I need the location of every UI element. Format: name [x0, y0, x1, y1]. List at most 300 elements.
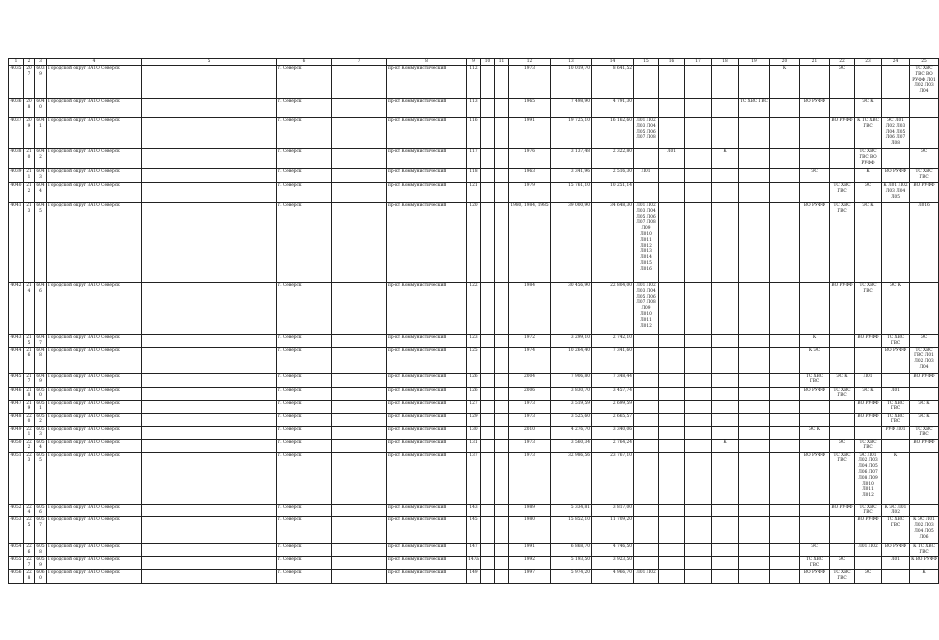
cell-col-4: Городской округ ЗАТО Северск: [47, 426, 142, 439]
cell-col-21: [800, 283, 830, 335]
cell-col-11: [495, 413, 509, 426]
cell-col-25: ТС ХВС ГВС: [910, 426, 939, 439]
cell-col-9: 129: [467, 413, 481, 426]
cell-col-25: К ВО РУФФ: [910, 557, 939, 570]
cell-col-23: ВО РУФФ: [855, 413, 882, 426]
cell-col-10: [481, 373, 495, 387]
cell-col-16: [659, 557, 685, 570]
cell-col-10: [481, 387, 495, 400]
cell-col-1: 4040: [9, 183, 24, 203]
cell-col-18: [712, 517, 739, 544]
cell-col-10: [481, 439, 495, 452]
cell-col-10: [481, 335, 495, 348]
cell-col-12: 1997: [509, 570, 551, 584]
cell-col-23: ЭС К: [855, 203, 882, 283]
cell-col-17: [685, 149, 712, 169]
cell-col-16: Л01: [659, 149, 685, 169]
cell-col-17: [685, 504, 712, 517]
cell-col-15: Л01 Л02: [634, 570, 659, 584]
cell-col-7: [332, 517, 387, 544]
cell-col-12: 1984: [509, 283, 551, 335]
cell-col-6: г. Северск: [277, 169, 332, 183]
table-row: [9, 504, 939, 517]
cell-col-23: Л01 Л02: [855, 544, 882, 557]
cell-col-21: ВО РУФФ: [800, 99, 830, 118]
cell-col-10: [481, 203, 495, 283]
cell-col-11: [495, 517, 509, 544]
cell-col-1: 4046: [9, 387, 24, 400]
cell-col-25: [910, 283, 939, 335]
cell-col-13: 15 761,10: [551, 183, 592, 203]
cell-col-1: 4052: [9, 504, 24, 517]
cell-col-5: [142, 335, 277, 348]
cell-col-18: [712, 400, 739, 413]
cell-col-6: г. Северск: [277, 387, 332, 400]
cell-col-20: [770, 570, 800, 584]
cell-col-24: РУФ Л01: [882, 426, 910, 439]
cell-col-2: 215: [24, 335, 35, 348]
cell-col-15: [634, 335, 659, 348]
cell-col-11: [495, 118, 509, 149]
cell-col-4: Городской округ ЗАТО Северск: [47, 557, 142, 570]
cell-col-21: [800, 413, 830, 426]
cell-col-12: 1979: [509, 183, 551, 203]
header-cell-7: 7: [332, 59, 387, 66]
cell-col-8: пр-кт Коммунистический: [387, 283, 467, 335]
cell-col-7: [332, 169, 387, 183]
cell-col-15: [634, 439, 659, 452]
cell-col-17: [685, 387, 712, 400]
cell-col-22: ТС ХВС ГВС: [830, 452, 855, 504]
cell-col-22: ВО РУФФ: [830, 504, 855, 517]
cell-col-2: 212: [24, 183, 35, 203]
cell-col-3: 6053: [36, 426, 45, 438]
cell-col-23: ЭС Л01 Л02 Л03 Л04 Л05 Л06 Л07 Л08 Л09 Л010 Л011 Л012: [855, 452, 882, 504]
cell-col-19: [739, 544, 770, 557]
cell-col-11: [495, 504, 509, 517]
cell-col-4: Городской округ ЗАТО Северск: [47, 439, 142, 452]
cell-col-15: [634, 517, 659, 544]
cell-col-3: 6054: [36, 439, 45, 451]
table-row: [9, 99, 939, 118]
cell-col-3: 6049: [35, 373, 47, 387]
cell-col-24: К: [882, 452, 910, 504]
table-row: [9, 169, 939, 183]
header-cell-2: 2: [24, 59, 35, 66]
cell-col-4: Городской округ ЗАТО Северск: [47, 400, 142, 413]
cell-col-2: 224: [24, 504, 35, 517]
cell-col-24: ЭС К: [882, 283, 910, 335]
cell-col-17: [685, 373, 712, 387]
cell-col-6: г. Северск: [277, 183, 332, 203]
cell-col-1: 4050: [9, 439, 24, 452]
cell-col-10: [481, 66, 495, 99]
cell-col-1: 4055: [9, 557, 24, 570]
cell-col-21: [800, 517, 830, 544]
cell-col-17: [685, 335, 712, 348]
cell-col-12: 1980: [509, 517, 551, 544]
cell-col-6: г. Северск: [277, 118, 332, 149]
cell-col-1: 4041: [9, 203, 24, 283]
cell-col-8: пр-кт Коммунистический: [387, 203, 467, 283]
header-cell-12: 12: [509, 59, 551, 66]
cell-col-16: [659, 66, 685, 99]
cell-col-3: 6047: [36, 335, 45, 346]
cell-col-13: 32 986,56: [551, 452, 592, 504]
cell-col-18: [712, 118, 739, 149]
cell-col-16: [659, 99, 685, 118]
cell-col-25: [910, 99, 939, 118]
header-cell-16: 16: [659, 59, 685, 66]
header-cell-18: 18: [712, 59, 739, 66]
cell-col-2: 218: [24, 387, 35, 400]
cell-col-5: [142, 544, 277, 557]
cell-col-8: пр-кт Коммунистический: [387, 169, 467, 183]
cell-col-1: 4053: [9, 517, 24, 544]
cell-col-17: [685, 347, 712, 373]
cell-col-8: пр-кт Коммунистический: [387, 347, 467, 373]
cell-col-3: 6046: [35, 283, 47, 335]
cell-col-20: [770, 149, 800, 169]
cell-col-7: [332, 203, 387, 283]
cell-col-20: [770, 504, 800, 517]
cell-col-10: [481, 452, 495, 504]
cell-col-8: пр-кт Коммунистический: [387, 413, 467, 426]
table-row: [9, 517, 939, 544]
cell-col-16: [659, 426, 685, 439]
cell-col-15: [634, 387, 659, 400]
cell-col-16: [659, 439, 685, 452]
cell-col-18: [712, 203, 739, 283]
header-cell-19: 19: [739, 59, 770, 66]
cell-col-11: [495, 557, 509, 570]
cell-col-12: 1972: [509, 335, 551, 348]
cell-col-13: 3 560,34: [551, 439, 592, 452]
cell-col-10: [481, 413, 495, 426]
header-cell-11: 11: [495, 59, 509, 66]
cell-col-2: 227: [24, 557, 35, 570]
cell-col-5: [142, 452, 277, 504]
cell-col-14: 3 340,06: [592, 426, 634, 439]
cell-col-19: [739, 149, 770, 169]
cell-col-23: ЭС: [855, 183, 882, 203]
cell-col-12: 1973: [509, 452, 551, 504]
cell-col-4: Городской округ ЗАТО Северск: [47, 169, 142, 183]
cell-col-22: [830, 426, 855, 439]
table-row: [9, 347, 939, 373]
cell-col-4: Городской округ ЗАТО Северск: [47, 373, 142, 387]
cell-col-21: ЭС: [800, 169, 830, 183]
cell-col-21: ЭС К: [800, 426, 830, 439]
table-row: [9, 373, 939, 387]
cell-col-4: Городской округ ЗАТО Северск: [47, 570, 142, 584]
cell-col-17: [685, 283, 712, 335]
cell-col-9: 117: [467, 149, 481, 169]
cell-col-9: 130: [467, 426, 481, 439]
cell-col-19: ТС ХВС ГВС: [739, 99, 770, 118]
cell-col-19: [739, 413, 770, 426]
header-cell-9: 9: [467, 59, 481, 66]
cell-col-24: ТС ХВС ГВС: [882, 335, 910, 348]
cell-col-4: Городской округ ЗАТО Северск: [47, 203, 142, 283]
table-row: [9, 439, 939, 452]
cell-col-2: 216: [24, 347, 35, 373]
cell-col-20: К: [770, 66, 800, 99]
cell-col-21: ВО РУФФ: [800, 570, 830, 584]
cell-col-5: [142, 149, 277, 169]
cell-col-16: [659, 413, 685, 426]
cell-col-19: [739, 570, 770, 584]
cell-col-7: [332, 557, 387, 570]
cell-col-21: [800, 149, 830, 169]
cell-col-10: [481, 570, 495, 584]
cell-col-13: 7 498,90: [551, 99, 592, 118]
cell-col-19: [739, 66, 770, 99]
cell-col-1: 4047: [9, 400, 24, 413]
header-cell-25: 25: [910, 59, 939, 66]
cell-col-11: [495, 66, 509, 99]
cell-col-21: [800, 66, 830, 99]
cell-col-20: [770, 557, 800, 570]
cell-col-18: [712, 413, 739, 426]
cell-col-18: [712, 426, 739, 439]
cell-col-22: [830, 335, 855, 348]
cell-col-16: [659, 203, 685, 283]
cell-col-2: 222: [24, 439, 35, 452]
cell-col-9: 123: [467, 335, 481, 348]
cell-col-4: Городской округ ЗАТО Северск: [47, 183, 142, 203]
cell-col-18: [712, 347, 739, 373]
cell-col-20: [770, 413, 800, 426]
cell-col-23: ТС ХВС ГВС: [855, 283, 882, 335]
cell-col-25: [910, 504, 939, 517]
cell-col-25: ТС ХВС ГВС ВО РУФФ Л01 Л02 Л03 Л04: [910, 66, 939, 99]
cell-col-17: [685, 413, 712, 426]
cell-col-25: ЭС К: [910, 400, 939, 413]
cell-col-1: 4056: [9, 570, 24, 584]
cell-col-15: [634, 149, 659, 169]
cell-col-25: ТС ХВС ГВС: [910, 169, 939, 183]
cell-col-13: 6 868,70: [551, 544, 592, 557]
cell-col-9: 116: [467, 118, 481, 149]
cell-col-9: 118: [467, 169, 481, 183]
cell-col-6: г. Северск: [277, 504, 332, 517]
cell-col-12: 1973: [509, 66, 551, 99]
cell-col-18: [712, 504, 739, 517]
cell-col-2: 221: [24, 426, 35, 439]
cell-col-3: 6058: [36, 544, 45, 555]
header-cell-14: 14: [592, 59, 634, 66]
cell-col-5: [142, 504, 277, 517]
cell-col-8: пр-кт Коммунистический: [387, 544, 467, 557]
cell-col-12: 1963: [509, 169, 551, 183]
cell-col-12: 1991: [509, 118, 551, 149]
cell-col-20: [770, 118, 800, 149]
cell-col-25: ТС ХВС ГВС Л01 Л02 Л03 Л04: [910, 347, 939, 373]
cell-col-8: пр-кт Коммунистический: [387, 118, 467, 149]
cell-col-24: ЭС Л01 Л02 Л03 Л04 Л05 Л06 Л07 Л08: [882, 118, 910, 149]
cell-col-24: ТС ХВС ГВС: [882, 400, 910, 413]
cell-col-18: [712, 66, 739, 99]
cell-col-7: [332, 426, 387, 439]
cell-col-4: Городской округ ЗАТО Северск: [47, 544, 142, 557]
cell-col-17: [685, 183, 712, 203]
cell-col-14: 3 923,50: [592, 557, 634, 570]
cell-col-15: [634, 400, 659, 413]
cell-col-15: [634, 99, 659, 118]
cell-col-9: 145: [467, 517, 481, 544]
cell-col-11: [495, 149, 509, 169]
cell-col-24: Л01: [882, 387, 910, 400]
cell-col-18: [712, 387, 739, 400]
cell-col-24: К ЭС Л01 Л02: [882, 504, 910, 517]
cell-col-12: 2004: [509, 373, 551, 387]
cell-col-23: [855, 347, 882, 373]
cell-col-12: 1973: [509, 400, 551, 413]
cell-col-25: К ЭС Л01 Л02 Л03 Л04 Л05 Л06: [910, 517, 939, 544]
cell-col-23: ВО РУФФ: [855, 517, 882, 544]
cell-col-19: [739, 504, 770, 517]
cell-col-4: Городской округ ЗАТО Северск: [47, 452, 142, 504]
cell-col-17: [685, 557, 712, 570]
header-row: [9, 59, 939, 66]
cell-col-23: ЭС К: [855, 387, 882, 400]
cell-col-16: [659, 373, 685, 387]
cell-col-3: 6039: [35, 66, 47, 99]
cell-col-5: [142, 183, 277, 203]
cell-col-14: 10 251,14: [592, 183, 634, 203]
cell-col-16: [659, 400, 685, 413]
cell-col-2: 211: [24, 169, 35, 183]
cell-col-21: ТС ХВС ГВС: [800, 373, 830, 387]
cell-col-13: 5 334,81: [551, 504, 592, 517]
cell-col-12: 1973: [509, 439, 551, 452]
cell-col-18: К: [712, 149, 739, 169]
cell-col-4: Городской округ ЗАТО Северск: [47, 387, 142, 400]
cell-col-19: [739, 118, 770, 149]
cell-col-13: 19 725,10: [551, 118, 592, 149]
cell-col-12: 1992: [509, 557, 551, 570]
cell-col-16: [659, 118, 685, 149]
cell-col-22: ТС ХВС ГВС: [830, 387, 855, 400]
cell-col-9: 120: [467, 203, 481, 283]
cell-col-18: [712, 452, 739, 504]
cell-col-20: [770, 439, 800, 452]
cell-col-22: ТС ХВС ГВС: [830, 183, 855, 203]
table-row: [9, 183, 939, 203]
table-row: [9, 335, 939, 348]
cell-col-11: [495, 373, 509, 387]
cell-col-3: 6051: [36, 400, 45, 412]
cell-col-9: 126: [467, 373, 481, 387]
cell-col-17: [685, 66, 712, 99]
cell-col-21: [800, 400, 830, 413]
cell-col-8: пр-кт Коммунистический: [387, 335, 467, 348]
cell-col-25: Л016: [910, 203, 939, 283]
header-cell-4: 4: [47, 59, 142, 66]
cell-col-23: ТС ХВС ГВС: [855, 504, 882, 517]
cell-col-20: [770, 203, 800, 283]
cell-col-17: [685, 439, 712, 452]
cell-col-4: Городской округ ЗАТО Северск: [47, 504, 142, 517]
table-row: [9, 426, 939, 439]
cell-col-11: [495, 335, 509, 348]
header-cell-21: 21: [800, 59, 830, 66]
cell-col-3: 6042: [35, 149, 47, 169]
cell-col-21: К: [800, 335, 830, 348]
cell-col-1: 4044: [9, 347, 24, 373]
cell-col-7: [332, 439, 387, 452]
cell-col-23: ЭС: [855, 570, 882, 584]
cell-col-7: [332, 335, 387, 348]
cell-col-24: Л01: [882, 557, 910, 570]
table-row: [9, 557, 939, 570]
cell-col-8: пр-кт Коммунистический: [387, 570, 467, 584]
cell-col-21: ЭС: [800, 544, 830, 557]
cell-col-12: 1965: [509, 99, 551, 118]
cell-col-20: [770, 426, 800, 439]
cell-col-1: 4049: [9, 426, 24, 439]
cell-col-20: [770, 452, 800, 504]
cell-col-13: 3 519,59: [551, 400, 592, 413]
cell-col-12: 1989: [509, 504, 551, 517]
cell-col-7: [332, 118, 387, 149]
cell-col-13: 7 906,80: [551, 373, 592, 387]
table-row: [9, 452, 939, 504]
cell-col-11: [495, 452, 509, 504]
cell-col-13: 30 456,90: [551, 283, 592, 335]
cell-col-16: [659, 183, 685, 203]
cell-col-7: [332, 183, 387, 203]
cell-col-3: 6060: [35, 570, 47, 584]
cell-col-18: К: [712, 439, 739, 452]
cell-col-14: 2 742,10: [592, 335, 634, 348]
cell-col-14: 16 162,60: [592, 118, 634, 149]
cell-col-17: [685, 426, 712, 439]
cell-col-4: Городской округ ЗАТО Северск: [47, 413, 142, 426]
cell-col-11: [495, 183, 509, 203]
cell-col-25: ВО РУФФ: [910, 183, 939, 203]
cell-col-2: 210: [24, 149, 35, 169]
cell-col-11: [495, 439, 509, 452]
cell-col-8: пр-кт Коммунистический: [387, 373, 467, 387]
cell-col-4: Городской округ ЗАТО Северск: [47, 66, 142, 99]
cell-col-1: 4054: [9, 544, 24, 557]
cell-col-3: 6055: [35, 452, 47, 504]
cell-col-13: 3 299,10: [551, 335, 592, 348]
cell-col-1: 4048: [9, 413, 24, 426]
cell-col-16: [659, 570, 685, 584]
cell-col-6: г. Северск: [277, 283, 332, 335]
cell-col-20: [770, 400, 800, 413]
cell-col-9: 112: [467, 66, 481, 99]
cell-col-13: 3 830,70: [551, 387, 592, 400]
cell-col-1: 4045: [9, 373, 24, 387]
cell-col-3: 6057: [35, 517, 47, 544]
header-cell-6: 6: [277, 59, 332, 66]
cell-col-5: [142, 387, 277, 400]
cell-col-15: Л01 Л02 Л03 Л04 Л05 Л06 Л07 Л08 Л09 Л010 Л011 Л012 Л013 Л014 Л015 Л016: [634, 203, 659, 283]
header-cell-13: 13: [551, 59, 592, 66]
cell-col-22: ЭС: [830, 66, 855, 99]
cell-col-16: [659, 169, 685, 183]
cell-col-5: [142, 400, 277, 413]
cell-col-14: 34 648,30: [592, 203, 634, 283]
cell-col-18: [712, 557, 739, 570]
cell-col-15: [634, 347, 659, 373]
cell-col-7: [332, 149, 387, 169]
cell-col-11: [495, 203, 509, 283]
